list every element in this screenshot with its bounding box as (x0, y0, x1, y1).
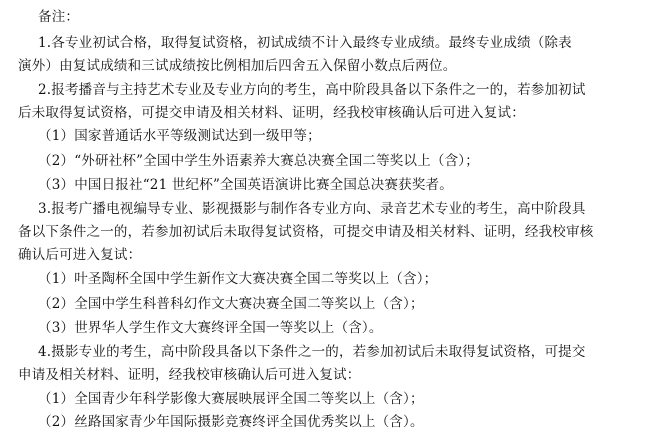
note-4-line-2: 申请及相关材料、证明，经我校审核确认后可进入复试： (18, 367, 361, 383)
note-3-item-3: （3）世界华人学生作文大赛终评全国一等奖以上（含）。 (38, 320, 383, 336)
note-3-item-2: （2）全国中学生科普科幻作文大赛决赛全国二等奖以上（含）； (38, 296, 424, 312)
remarks-heading: 备注： (38, 9, 80, 25)
note-1-line-2: 演外）由复试成绩和三试成绩按比例相加后四舍五入保留小数点后两位。 (18, 58, 457, 74)
note-4-item-2: （2）丝路国家青少年国际摄影竞赛终评全国优秀奖以上（含）。 (38, 414, 424, 430)
note-3-line-2: 备以下条件之一的，若参加初试后未取得复试资格，可提交申请及相关材料、证明，经我校审核 (18, 224, 594, 240)
note-1-line-1: 1.各专业初试合格，取得复试资格，初试成绩不计入最终专业成绩。最终专业成绩（除表 (38, 35, 572, 51)
note-4-item-1: （1）全国青少年科学影像大赛展映展评全国二等奖以上（含）； (38, 391, 424, 407)
note-2-line-2: 后未取得复试资格，可提交申请及相关材料、证明，经我校审核确认后可进入复试： (18, 105, 525, 121)
note-2-line-1: 2.报考播音与主持艺术专业及专业方向的考生，高中阶段具备以下条件之一的，若参加初试 (38, 82, 586, 98)
note-3-line-1: 3.报考广播电视编导专业、影视摄影与制作各专业方向、录音艺术专业的考生，高中阶段具 (38, 201, 586, 217)
note-3-item-1: （1）叶圣陶杯全国中学生新作文大赛决赛全国二等奖以上（含）； (38, 271, 438, 287)
note-2-item-3: （3）中国日报社“21 世纪杯”全国英语演讲比赛全国总决赛获奖者。 (38, 177, 453, 193)
note-2-item-1: （1）国家普通话水平等级测试达到一级甲等； (38, 128, 321, 144)
note-4-line-1: 4.摄影专业的考生，高中阶段具备以下条件之一的，若参加初试后未取得复试资格，可提交 (38, 344, 586, 360)
note-2-item-2: （2）“外研社杯”全国中学生外语素养大赛总决赛全国二等奖以上（含）； (38, 153, 479, 169)
note-3-line-3: 确认后可进入复试： (18, 247, 142, 263)
